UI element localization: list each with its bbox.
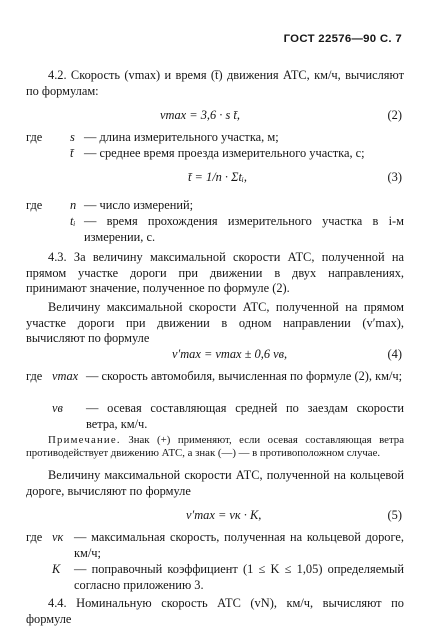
definition-symbol: n: [70, 198, 77, 212]
formula-3: t̄ = 1/n · Σtᵢ,: [188, 170, 247, 184]
note-label: Примечание.: [48, 434, 121, 446]
where-label: где: [26, 198, 43, 212]
formula-4-number: (4): [387, 347, 402, 361]
definition-symbol: tᵢ: [70, 214, 76, 228]
definition-text: — скорость автомобиля, вычисленная по формуле (2), км/ч;: [86, 369, 403, 383]
definition-text: — поправочный коэффициент (1 ≤ K ≤ 1,05) определяемый согласно приложению 3.: [74, 562, 404, 592]
definition-symbol: t̄: [70, 146, 74, 160]
where-label: где: [26, 369, 43, 383]
formula-2: vmax = 3,6 · s t̄,: [160, 108, 240, 122]
section-4-3: 4.3. За величину максимальной скорости АТС, полученной на прямом участке дороги при движении в двух направлениях, принимают значение, полученное по формуле (2).: [26, 250, 404, 296]
definition-symbol: vmax: [52, 369, 79, 383]
formula-2-number: (2): [387, 108, 402, 122]
definition-symbol: vв: [52, 401, 63, 415]
formula-4: v′max = vmax ± 0,6 vв,: [172, 347, 288, 361]
formula-5: v′max = vк · K,: [186, 508, 262, 522]
note: [26, 434, 404, 461]
formula-5-number: (5): [387, 508, 402, 522]
section-4-3-one-direction: Величину максимальной скорости АТС, полученной на прямом участке дороги при движении в одном направлении (v′max), вычисляют по формуле: [26, 300, 404, 346]
definition-text: — среднее время проезда измерительного участка, с;: [84, 146, 365, 160]
definition-symbol: s: [70, 130, 75, 144]
definition-text: — осевая составляющая средней по заездам скорости ветра, км/ч.: [86, 401, 404, 431]
section-4-3-ring-road: Величину максимальной скорости АТС, полученной на кольцевой дороге, вычисляют по формуле: [26, 468, 404, 498]
section-4-4: 4.4. Номинальную скорость АТС (vN), км/ч, вычисляют по формуле: [26, 596, 404, 626]
formula-3-number: (3): [387, 170, 402, 184]
definition-text: — число измерений;: [84, 198, 194, 212]
section-4-2: 4.2. Скорость (vmax) и время (t̄) движения АТС, км/ч, вычисляют по формулам:: [26, 68, 404, 98]
definition-text: — максимальная скорость, полученная на кольцевой дороге, км/ч;: [74, 530, 404, 560]
definition-symbol: K: [52, 562, 61, 576]
definition-text: — время прохождения измерительного участка в i-м измерении, с.: [84, 214, 404, 244]
note-text: Знак (+) применяют, если осевая составляющая ветра противодействует движению АТС, а знак (—) — в противоположном случае.: [26, 434, 404, 460]
where-label: где: [26, 530, 43, 544]
page-header: ГОСТ 22576—90 С. 7: [283, 33, 402, 45]
definition-text: — длина измерительного участка, м;: [84, 130, 279, 144]
where-label: где: [26, 130, 43, 144]
definition-symbol: vк: [52, 530, 64, 544]
